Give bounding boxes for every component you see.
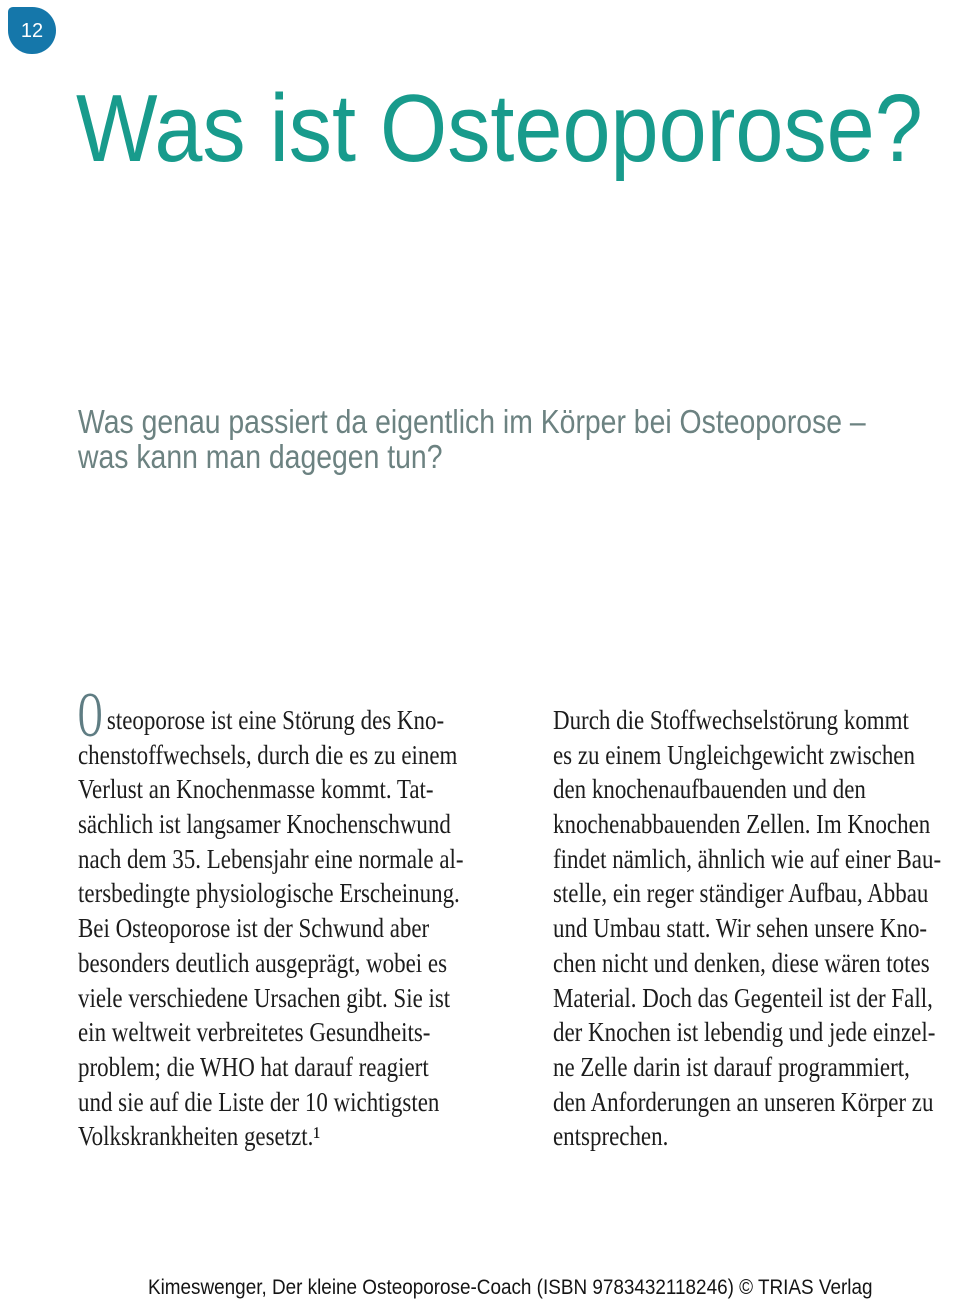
intro-question: [78, 398, 866, 475]
text-line: chenstoffwechsels, durch die es zu einem: [78, 739, 458, 770]
text-line: und sie auf die Liste der 10 wichtigsten: [78, 1086, 440, 1117]
body-column-left: [78, 679, 503, 1154]
text-line: findet nämlich, ähnlich wie auf einer Bau-: [553, 843, 942, 874]
text-line: Material. Doch das Gegenteil ist der Fall,: [553, 982, 933, 1013]
page-title: Was ist Osteoporose?: [76, 75, 923, 182]
text-line: chen nicht und denken, diese wären totes: [553, 947, 930, 978]
text-line: Durch die Stoffwechselstörung kommt: [553, 705, 909, 735]
text-line: den Anforderungen an unseren Körper zu: [553, 1086, 934, 1117]
text-line: es zu einem Ungleichgewicht zwischen: [553, 739, 915, 770]
text-line: knochenabbauenden Zellen. Im Knochen: [553, 809, 931, 840]
text-line: der Knochen ist lebendig und jede einzel-: [553, 1017, 936, 1048]
text-line: problem; die WHO hat darauf reagiert: [78, 1051, 429, 1082]
page-number: 12: [20, 19, 44, 42]
text-line: den knochenaufbauenden und den: [553, 774, 866, 805]
first-line-text: steoporose ist eine Störung des Kno-: [106, 705, 445, 735]
text-line: nach dem 35. Lebensjahr eine normale al-: [78, 843, 464, 874]
copyright-footer: Kimeswenger, Der kleine Osteoporose-Coach (ISBN 9783432118246) © TRIAS Verlag: [148, 1276, 873, 1299]
text-line: und Umbau statt. Wir sehen unsere Kno-: [553, 913, 928, 944]
text-line: viele verschiedene Ursachen gibt. Sie ist: [78, 982, 451, 1013]
text-line: Was genau passiert da eigentlich im Körper bei Osteoporose –: [78, 403, 866, 440]
text-line: besonders deutlich ausgeprägt, wobei es: [78, 947, 448, 978]
text-line: stelle, ein reger ständiger Aufbau, Abbau: [553, 878, 929, 909]
text-line: Volkskrankheiten gesetzt.¹: [78, 1121, 321, 1152]
text-line: Verlust an Knochenmasse kommt. Tat-: [78, 774, 434, 805]
drop-cap: O: [78, 679, 103, 750]
left-column-lines: [78, 738, 503, 1154]
body-column-right: [553, 703, 977, 1154]
paragraph-first-line: [78, 679, 503, 750]
text-line: entsprechen.: [553, 1121, 669, 1152]
page-number-badge: [8, 7, 56, 54]
text-line: ein weltweit verbreitetes Gesundheits-: [78, 1017, 431, 1048]
text-line: ne Zelle darin ist darauf programmiert,: [553, 1051, 910, 1082]
text-line: Bei Osteoporose ist der Schwund aber: [78, 913, 430, 944]
text-line: was kann man dagegen tun?: [78, 437, 443, 475]
text-line: tersbedingte physiologische Erscheinung.: [78, 878, 460, 909]
text-line: sächlich ist langsamer Knochenschwund: [78, 809, 451, 840]
